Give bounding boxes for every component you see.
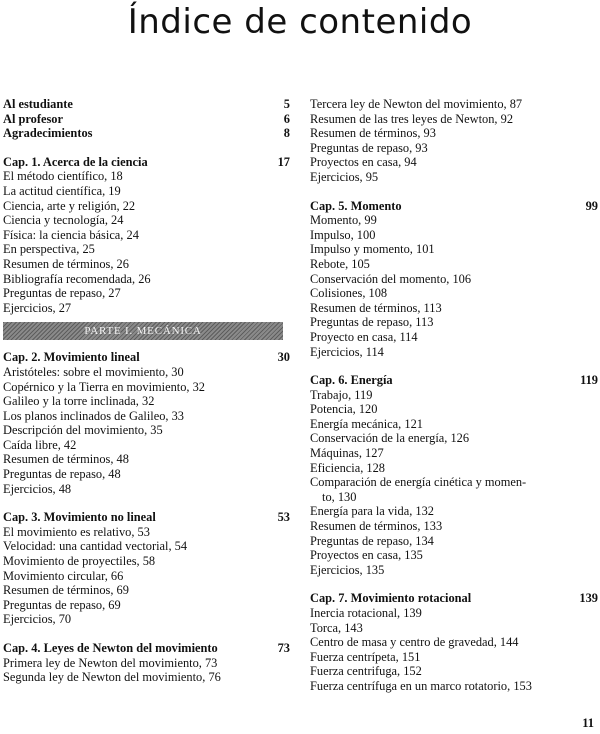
- toc-item-continuation[interactable]: to, 130: [322, 489, 357, 504]
- toc-item[interactable]: Copérnico y la Tierra en movimiento, 32: [3, 379, 206, 394]
- toc-item[interactable]: El método científico, 18: [3, 169, 123, 184]
- toc-item[interactable]: Comparación de energía cinética y momen-: [310, 475, 527, 490]
- toc-item[interactable]: Resumen de términos, 113: [310, 300, 442, 315]
- toc-item[interactable]: Velocidad: una cantidad vectorial, 54: [3, 539, 188, 554]
- toc-item[interactable]: Ejercicios, 48: [3, 481, 72, 496]
- toc-item[interactable]: Colisiones, 108: [310, 286, 388, 301]
- toc-item[interactable]: Conservación del momento, 106: [310, 271, 472, 286]
- toc-item[interactable]: Descripción del movimiento, 35: [3, 423, 163, 438]
- toc-item[interactable]: Aristóteles: sobre el movimiento, 30: [3, 364, 184, 379]
- toc-front-entry[interactable]: Al profesor 6: [3, 111, 290, 126]
- toc-item[interactable]: Movimiento circular, 66: [3, 568, 124, 583]
- toc-item[interactable]: Caída libre, 42: [3, 437, 77, 452]
- toc-item[interactable]: Preguntas de repaso, 27: [3, 286, 121, 301]
- toc-item[interactable]: Ejercicios, 70: [3, 612, 72, 627]
- toc-item[interactable]: Preguntas de repaso, 93: [310, 140, 428, 155]
- toc-item[interactable]: Ciencia, arte y religión, 22: [3, 198, 136, 213]
- toc-item[interactable]: Los planos inclinados de Galileo, 33: [3, 408, 185, 423]
- toc-item[interactable]: Preguntas de repaso, 113: [310, 315, 434, 330]
- toc-item[interactable]: Momento, 99: [310, 213, 377, 228]
- toc-item[interactable]: Resumen de términos, 93: [310, 126, 436, 141]
- toc-item[interactable]: Rebote, 105: [310, 256, 370, 271]
- toc-item[interactable]: Inercia rotacional, 139: [310, 606, 422, 620]
- chapter-heading[interactable]: Cap. 3. Movimiento no lineal 53: [3, 510, 290, 525]
- toc-item[interactable]: Proyectos en casa, 94: [310, 155, 417, 170]
- toc-item[interactable]: Preguntas de repaso, 48: [3, 467, 121, 482]
- chapter-heading[interactable]: Cap. 6. Energía 119: [310, 373, 598, 388]
- toc-item[interactable]: Física: la ciencia básica, 24: [3, 227, 139, 242]
- toc-item[interactable]: Centro de masa y centro de gravedad, 144: [310, 635, 519, 650]
- chapter-heading[interactable]: Cap. 2. Movimiento lineal 30: [3, 350, 290, 365]
- toc-front-entry[interactable]: Al estudiante 5: [3, 97, 290, 111]
- toc-front-entry[interactable]: Agradecimientos 8: [3, 126, 290, 141]
- toc-item[interactable]: Preguntas de repaso, 134: [310, 533, 434, 548]
- toc-item[interactable]: Ejercicios, 114: [310, 344, 384, 359]
- page-number: 11: [582, 716, 594, 730]
- toc-item[interactable]: Movimiento de proyectiles, 58: [3, 554, 156, 569]
- toc-item[interactable]: Preguntas de repaso, 69: [3, 597, 121, 612]
- toc-item[interactable]: Impulso, 100: [310, 227, 376, 242]
- toc-item[interactable]: Fuerza centrifuga, 152: [310, 664, 422, 679]
- toc-item[interactable]: Fuerza centrípeta, 151: [310, 649, 421, 664]
- toc-item[interactable]: Potencia, 120: [310, 402, 378, 417]
- toc-item[interactable]: Primera ley de Newton del movimiento, 73: [3, 655, 218, 670]
- toc-item[interactable]: Trabajo, 119: [310, 387, 373, 402]
- toc-item[interactable]: Resumen de términos, 26: [3, 256, 129, 271]
- chapter-heading[interactable]: Cap. 4. Leyes de Newton del movimiento 73: [3, 641, 290, 655]
- toc-left-column: [3, 97, 290, 685]
- toc-item[interactable]: Segunda ley de Newton del movimiento, 76: [3, 670, 221, 685]
- toc-item[interactable]: Energía mecánica, 121: [310, 416, 423, 431]
- toc-item[interactable]: Máquinas, 127: [310, 446, 384, 461]
- toc-item[interactable]: Resumen de términos, 69: [3, 583, 129, 598]
- toc-item[interactable]: Fuerza centrífuga en un marco rotatorio, 153: [310, 678, 532, 693]
- toc-item[interactable]: Energía para la vida, 132: [310, 504, 434, 519]
- toc-item[interactable]: Galileo y la torre inclinada, 32: [3, 394, 155, 409]
- toc-item[interactable]: Ciencia y tecnología, 24: [3, 213, 124, 228]
- toc-item[interactable]: Conservación de la energía, 126: [310, 431, 470, 446]
- toc-item[interactable]: Proyectos en casa, 135: [310, 548, 423, 563]
- toc-item[interactable]: Eficiencia, 128: [310, 460, 385, 475]
- toc-item[interactable]: Ejercicios, 27: [3, 300, 72, 315]
- toc-item[interactable]: Resumen de las tres leyes de Newton, 92: [310, 111, 514, 126]
- toc-item[interactable]: La actitud científica, 19: [3, 183, 121, 198]
- toc-item[interactable]: Ejercicios, 135: [310, 562, 385, 577]
- chapter-heading[interactable]: Cap. 7. Movimiento rotacional 139: [310, 591, 598, 606]
- toc-item[interactable]: Tercera ley de Newton del movimiento, 87: [310, 97, 523, 111]
- toc-item[interactable]: Resumen de términos, 48: [3, 452, 129, 467]
- chapter-heading[interactable]: Cap. 1. Acerca de la ciencia 17: [3, 154, 290, 169]
- part-banner: PARTE I. MECÁNICA: [3, 322, 283, 340]
- chapter-heading[interactable]: Cap. 5. Momento 99: [310, 198, 598, 213]
- toc-right-column: [310, 97, 598, 694]
- toc-item[interactable]: El movimiento es relativo, 53: [3, 524, 150, 539]
- toc-item[interactable]: Ejercicios, 95: [310, 169, 379, 184]
- toc-item[interactable]: Proyecto en casa, 114: [310, 329, 418, 344]
- toc-item[interactable]: Torca, 143: [310, 620, 363, 635]
- toc-item[interactable]: En perspectiva, 25: [3, 242, 95, 257]
- toc-item[interactable]: Bibliografía recomendada, 26: [3, 271, 151, 286]
- toc-item[interactable]: Resumen de términos, 133: [310, 519, 443, 534]
- toc-item[interactable]: Impulso y momento, 101: [310, 242, 435, 257]
- page-title: Índice de contenido: [127, 2, 473, 42]
